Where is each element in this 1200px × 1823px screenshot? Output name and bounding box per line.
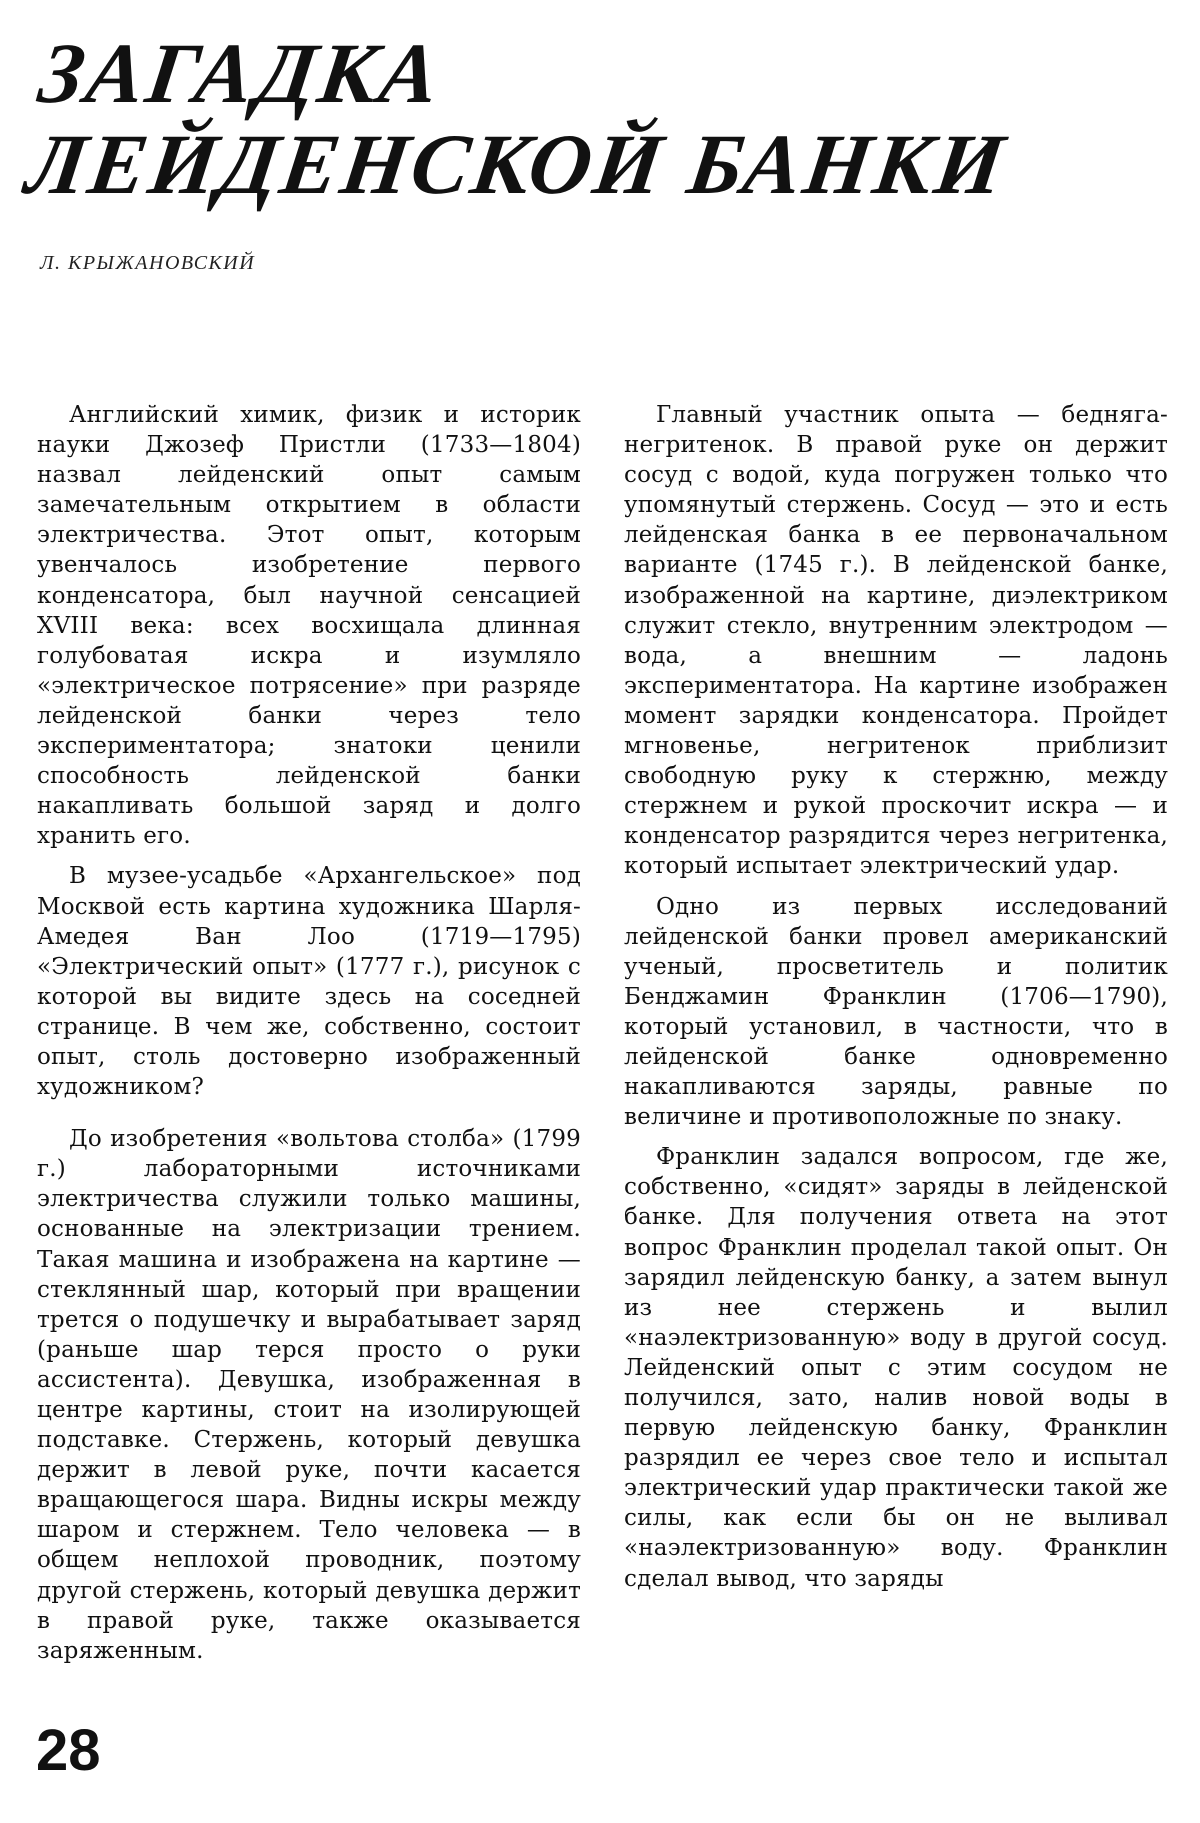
right-column — [624, 400, 1168, 1594]
right-paragraph-1: Главный участник опыта — бедняга-негритенок. В правой руке он держит сосуд с водой, куда погружен только что упомянутый стержень. Сосуд — это и есть лейденская банка в ее первоначальном варианте (1745 г.). В лейденской банке, изображенной на картине, диэлектриком служит стекло, внутренним электродом — вода, а внешним — ладонь экспериментатора. На картине изображен момент зарядки конденсатора. Пройдет мгновенье, негритенок приблизит свободную руку к стержню, между стержнем и рукой проскочит искра — и конденсатор разрядится через негритенка, который испытает электрический удар. — [624, 402, 1168, 880]
left-paragraph-3: До изобретения «вольтова столба» (1799 г.) лабораторными источниками электричества служили только машины, основанные на электризации трением. Такая машина и изображена на картине — стеклянный шар, который при вращении трется о подушечку и вырабатывает заряд (раньше шар терся просто о руки ассистента). Девушка, изображенная в центре картины, стоит на изолирующей подставке. Стержень, который девушка держит в левой руке, почти касается вращающегося шара. Видны искры между шаром и стержнем. Тело человека — в общем неплохой проводник, поэтому другой стержень, который девушка держит в правой руке, также оказывается заряженным. — [37, 1126, 581, 1664]
left-paragraph-2: В музее-усадьбе «Архангельское» под Москвой есть картина художника Шарля-Амедея Ван Лоо (1719—1795) «Электрический опыт» (1777 г.), рисунок с которой вы видите здесь на соседней странице. В чем же, собственно, состоит опыт, столь достоверно изображенный художником? — [37, 863, 581, 1101]
article-title-line-1: ЗАГАДКА — [33, 25, 448, 121]
left-paragraph-1: Английский химик, физик и историк науки Джозеф Пристли (1733—1804) назвал лейденский опыт самым замечательным открытием в области электричества. Этот опыт, которым увенчалось изобретение первого конденсатора, был научной сенсацией XVIII века: всех восхищала длинная голубоватая искра и изумляло «электрическое потрясение» при разряде лейденской банки через тело экспериментатора; знатоки ценили способность лейденской банки накапливать большой заряд и долго хранить его. — [37, 402, 581, 850]
right-paragraph-3: Франклин задался вопросом, где же, собственно, «сидят» заряды в лейденской банке. Для получения ответа на этот вопрос Франклин проделал такой опыт. Он зарядил лейденскую банку, а затем вынул из нее стержень и вылил «наэлектризованную» воду в другой сосуд. Лейденский опыт с этим сосудом не получился, зато, налив новой воды в первую лейденскую банку, Франклин разрядил ее через свое тело и испытал электрический удар практически такой же силы, как если бы он не выливал «наэлектризованную» воду. Франклин сделал вывод, что заряды — [624, 1144, 1168, 1592]
article-title — [20, 25, 1025, 213]
page-number: 28 — [36, 1718, 101, 1783]
article-title-line-2: ЛЕЙДЕНСКОЙ БАНКИ — [20, 116, 1013, 213]
left-column — [37, 400, 581, 1666]
author-byline: Л. КРЫЖАНОВСКИЙ — [40, 252, 256, 274]
right-paragraph-2: Одно из первых исследований лейденской банки провел американский ученый, просветитель и политик Бенджамин Франклин (1706—1790), который установил, в частности, что в лейденской банке одновременно накапливаются заряды, равные по величине и противоположные по знаку. — [624, 893, 1168, 1131]
